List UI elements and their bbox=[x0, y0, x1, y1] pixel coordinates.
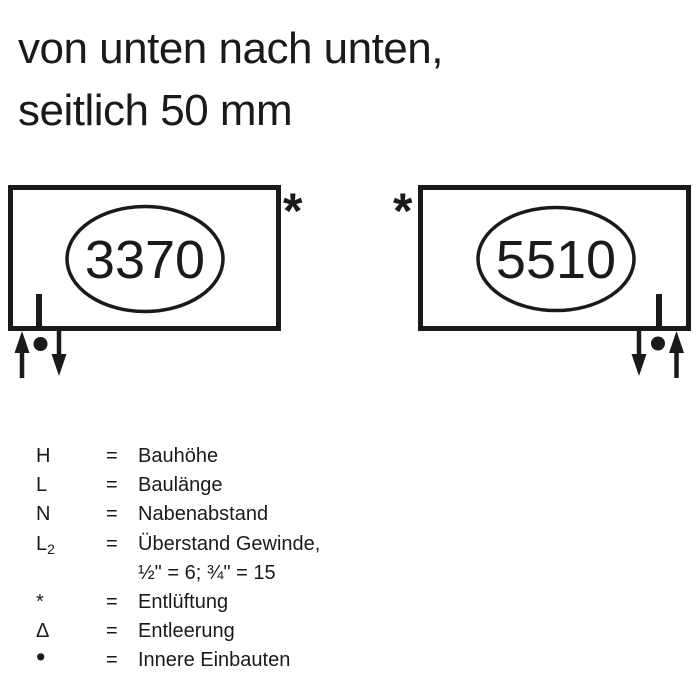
legend-row-ueberstand-gewinde bbox=[0, 530, 700, 559]
legend-symbol-H: H bbox=[36, 445, 51, 467]
equals-sign: = bbox=[106, 532, 118, 555]
legend-symbol-N: N bbox=[36, 503, 51, 526]
legend-label: Entleerung bbox=[138, 620, 235, 643]
equals-sign: = bbox=[106, 649, 118, 672]
model-number-right: 5510 bbox=[495, 230, 617, 290]
flow-down-arrow-right-icon bbox=[632, 331, 647, 376]
radiator-right bbox=[393, 183, 689, 378]
inner-fitting-dot-right-icon bbox=[651, 337, 665, 351]
title-line-1: von unten nach unten, bbox=[18, 24, 443, 73]
vent-asterisk-right-icon: * bbox=[393, 183, 413, 239]
title-line-2: seitlich 50 mm bbox=[18, 86, 293, 135]
flow-down-arrow-left-icon bbox=[52, 331, 67, 376]
legend-symbol-L2-subscript: 2 bbox=[47, 540, 55, 557]
legend-label: Baulänge bbox=[138, 474, 223, 497]
equals-sign: = bbox=[106, 620, 118, 643]
legend-row-baulaenge bbox=[0, 471, 700, 500]
radiator-left bbox=[11, 183, 304, 378]
legend-label: Bauhöhe bbox=[138, 445, 219, 467]
flow-up-arrow-right-icon bbox=[669, 331, 684, 378]
model-number-left: 3370 bbox=[84, 230, 206, 290]
flow-up-arrow-left-icon bbox=[15, 331, 30, 378]
legend-symbol-asterisk-icon: * bbox=[36, 590, 44, 613]
legend-label: ½" = 6; ¾" = 15 bbox=[138, 561, 276, 584]
legend bbox=[0, 442, 700, 676]
legend-row-entlueftung bbox=[0, 588, 700, 617]
legend-symbol-L2: $L_2$ bbox=[36, 532, 55, 557]
equals-sign: = bbox=[106, 474, 118, 497]
legend-symbol-delta-icon: Δ bbox=[36, 620, 50, 643]
legend-row-bauhoehe bbox=[0, 442, 700, 471]
vent-asterisk-left-icon: * bbox=[283, 183, 303, 239]
legend-label: Innere Einbauten bbox=[138, 649, 291, 672]
legend-label: Nabenabstand bbox=[138, 503, 269, 526]
legend-symbol-L: L bbox=[36, 474, 48, 497]
legend-row-innere-einbauten: • = Innere Einbauten bbox=[0, 646, 700, 675]
equals-sign: = bbox=[106, 503, 118, 526]
legend-label: Überstand Gewinde, bbox=[138, 532, 321, 555]
legend-row-entleerung bbox=[0, 617, 700, 646]
equals-sign: = bbox=[106, 445, 118, 467]
equals-sign: = bbox=[106, 590, 118, 613]
legend-row-nabenabstand bbox=[0, 500, 700, 529]
legend-label: Entlüftung bbox=[138, 590, 229, 613]
inner-fitting-dot-left-icon bbox=[34, 337, 48, 351]
